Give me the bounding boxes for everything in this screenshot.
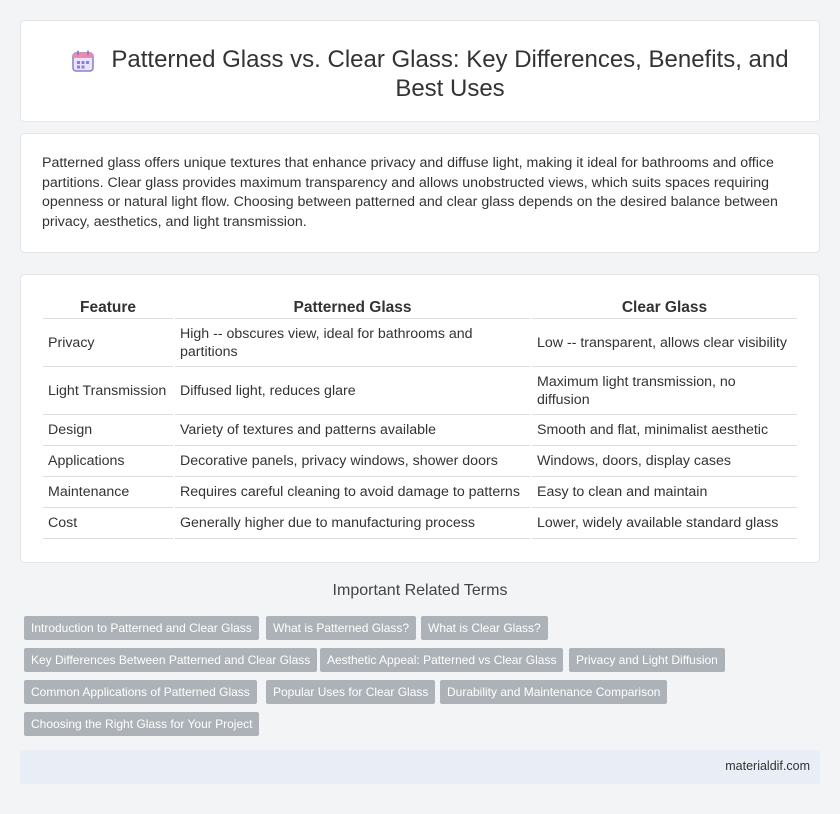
patterned-cell: Variety of textures and patterns available [175, 415, 530, 446]
feature-cell: Design [43, 415, 173, 446]
footer [20, 750, 820, 784]
clear-cell: Maximum light transmission, no diffusion [532, 367, 797, 415]
feature-cell: Applications [43, 446, 173, 477]
clear-cell: Low -- transparent, allows clear visibility [532, 319, 797, 367]
feature-cell: Cost [43, 508, 173, 539]
related-tag-intro[interactable]: Introduction to Patterned and Clear Glass [24, 616, 259, 640]
comparison-table [41, 295, 799, 539]
clear-cell: Lower, widely available standard glass [532, 508, 797, 539]
feature-cell: Light Transmission [43, 367, 173, 415]
feature-cell: Maintenance [43, 477, 173, 508]
table-row [43, 415, 797, 446]
comparison-card [20, 274, 820, 563]
patterned-cell: Requires careful cleaning to avoid damage to patterns [175, 477, 530, 508]
related-tag-choosing[interactable]: Choosing the Right Glass for Your Project [24, 712, 259, 736]
related-tag-what-is-clear[interactable]: What is Clear Glass? [421, 616, 548, 640]
table-row [43, 508, 797, 539]
table-row [43, 319, 797, 367]
clear-cell: Smooth and flat, minimalist aesthetic [532, 415, 797, 446]
related-tag-uses-clear[interactable]: Popular Uses for Clear Glass [266, 680, 435, 704]
calendar-icon [71, 49, 95, 73]
patterned-cell: Diffused light, reduces glare [175, 367, 530, 415]
related-tag-applications-patterned[interactable]: Common Applications of Patterned Glass [24, 680, 257, 704]
related-tag-privacy-diffusion[interactable]: Privacy and Light Diffusion [569, 648, 725, 672]
table-row [43, 446, 797, 477]
header-feature: Feature [43, 295, 173, 319]
clear-cell: Easy to clean and maintain [532, 477, 797, 508]
table-row [43, 477, 797, 508]
table-row [43, 367, 797, 415]
header-patterned-glass: Patterned Glass [175, 295, 530, 319]
related-tag-durability[interactable]: Durability and Maintenance Comparison [440, 680, 667, 704]
related-tag-key-differences[interactable]: Key Differences Between Patterned and Clear Glass [24, 648, 317, 672]
clear-cell: Windows, doors, display cases [532, 446, 797, 477]
related-tag-what-is-patterned[interactable]: What is Patterned Glass? [266, 616, 416, 640]
header-card [20, 20, 820, 122]
intro-paragraph: Patterned glass offers unique textures that enhance privacy and diffuse light, making it ideal for bathrooms and office partitions. Clear glass provides maximum transparency and allows unobstructed views, which suits spaces requiring openness or natural light flow. Choosing between patterned and clear glass depends on the desired balance between privacy, aesthetics, and light transmission. [42, 155, 778, 230]
footer-site-link[interactable]: materialdif.com [725, 759, 810, 773]
feature-cell: Privacy [43, 319, 173, 367]
header-clear-glass: Clear Glass [532, 295, 797, 319]
intro-card [20, 133, 820, 253]
page-title: Patterned Glass vs. Clear Glass: Key Differences, Benefits, and Best Uses [111, 46, 789, 102]
patterned-cell: Generally higher due to manufacturing process [175, 508, 530, 539]
patterned-cell: Decorative panels, privacy windows, shower doors [175, 446, 530, 477]
related-tag-aesthetic-appeal[interactable]: Aesthetic Appeal: Patterned vs Clear Glass [320, 648, 563, 672]
patterned-cell: High -- obscures view, ideal for bathrooms and partitions [175, 319, 530, 367]
table-header-row [43, 295, 797, 319]
related-terms-title: Important Related Terms [332, 582, 508, 599]
